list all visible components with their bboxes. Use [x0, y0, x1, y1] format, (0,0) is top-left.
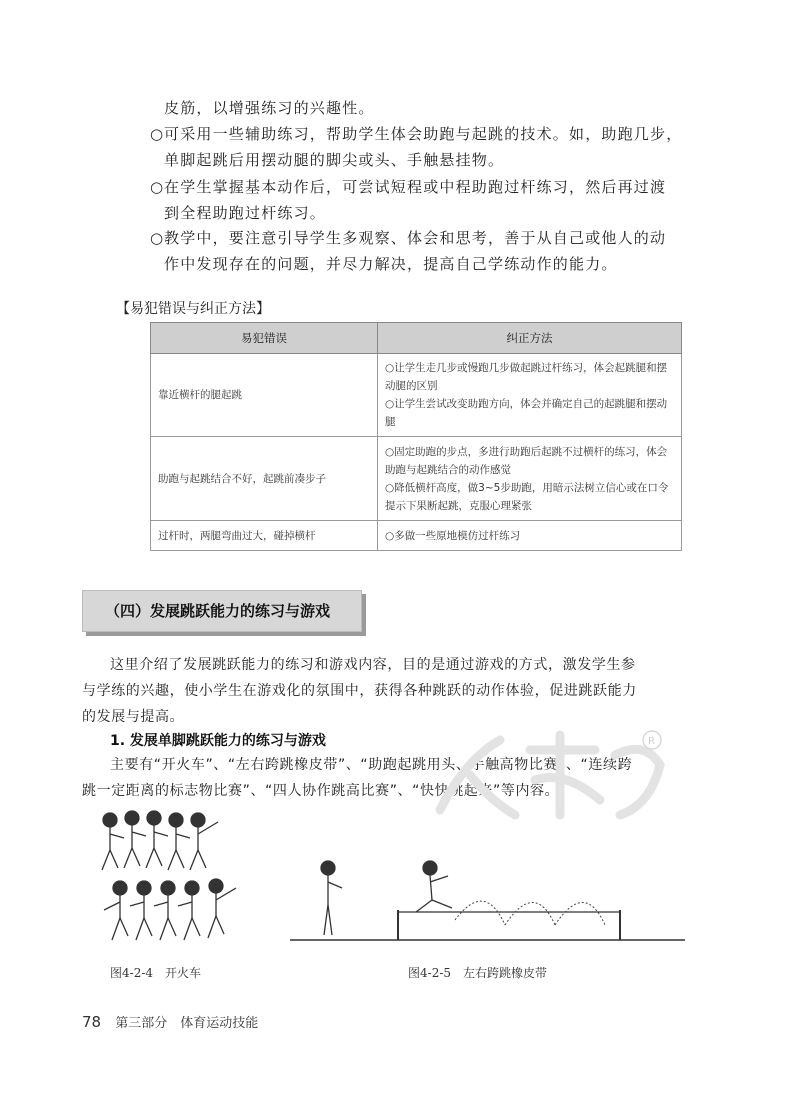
paragraph-line: 与学练的兴趣，使小学生在游戏化的氛围中，获得各种跳跃的动作体验，促进跳跃能力 — [82, 683, 637, 699]
figure-caption: 图4-2-5 左右跨跳橡皮带 — [408, 966, 548, 980]
fix-item: ○让学生走几步或慢跑几步做起跳过杆练习，体会起跳腿和摆动腿的区别 — [385, 362, 668, 392]
paragraph-line: 的发展与提高。 — [82, 709, 185, 725]
bullet-marker: ○ — [150, 229, 165, 247]
fix-cell — [378, 437, 682, 521]
bullet-text: 单脚起跳后用摆动腿的脚尖或头、手触悬挂物。 — [164, 151, 505, 169]
bullet-text: 教学中，要注意引导学生多观察、体会和思考，善于从自己或他人的动 — [164, 229, 667, 247]
figure-elastic-band-illustration — [290, 850, 690, 950]
bullet-text: 作中发现存在的问题，并尽力解决，提高自己学练动作的能力。 — [164, 255, 618, 273]
bullet-2 — [150, 177, 666, 223]
svg-text:R: R — [648, 736, 655, 747]
figure-train-illustration — [90, 808, 260, 958]
errors-section-title: 【易犯错误与纠正方法】 — [116, 301, 270, 317]
text: 皮筋，以增强练习的兴趣性。 — [164, 99, 375, 117]
subsection-title: 1. 发展单脚跳跃能力的练习与游戏 — [110, 733, 326, 749]
column-header: 纠正方法 — [378, 323, 682, 354]
part-title: 第三部分 体育运动技能 — [115, 1016, 259, 1031]
child-figure — [102, 813, 124, 870]
fix-item: ○降低横杆高度，做3~5步助跑，用暗示法树立信心或在口令提示下果断起跳，克服心理紧张 — [385, 481, 669, 512]
paragraph-line: 跳一定距离的标志物比赛”、“四人协作跳高比赛”、“快快跳起来”等内容。 — [82, 783, 560, 799]
section-heading-text: （四）发展跳跃能力的练习与游戏 — [105, 602, 331, 620]
paragraph-line: 主要有“开火车”、“左右跨跳橡皮带”、“助跑起跳用头、手触高物比赛”、“连续跨 — [110, 757, 633, 773]
error-cell: 过杆时，两腿弯曲过大，碰掉横杆 — [151, 521, 378, 551]
bullet-text: 可采用一些辅助练习，帮助学生体会助跑与起跳的技术。如，助跑几步， — [164, 125, 683, 143]
paragraph-line: 这里介绍了发展跳跃能力的练习和游戏内容，目的是通过游戏的方式，激发学生参 — [110, 657, 636, 673]
page-footer — [82, 1012, 258, 1031]
table-row — [151, 437, 682, 521]
errors-table — [150, 322, 682, 551]
bullet-text: 到全程助跑过杆练习。 — [164, 204, 327, 222]
column-header: 易犯错误 — [151, 323, 378, 354]
error-cell: 助跑与起跳结合不好，起跳前凑步子 — [151, 437, 378, 521]
table-row — [151, 521, 682, 551]
fix-item: ○固定助跑的步点，多进行助跑后起跳不过横杆的练习，体会助跑与起跳结合的动作感觉 — [385, 445, 668, 476]
fix-item: ○多做一些原地模仿过杆练习 — [385, 529, 521, 542]
fix-cell — [378, 521, 682, 551]
bullet-text: 在学生掌握基本动作后，可尝试短程或中程助跑过杆练习，然后再过渡 — [164, 178, 667, 196]
bullet-1 — [150, 124, 682, 170]
table-row — [151, 354, 682, 437]
fix-item: ○让学生尝试改变助跑方向，体会并确定自己的起跳腿和摆动腿 — [385, 398, 668, 428]
publisher-watermark — [420, 720, 680, 830]
intro-paragraph — [82, 652, 722, 730]
bullet-3 — [150, 228, 666, 274]
page-number: 78 — [82, 1013, 102, 1031]
error-cell: 靠近横杆的腿起跳 — [151, 354, 378, 437]
bullet-marker: ○ — [150, 125, 165, 143]
fix-cell — [378, 354, 682, 437]
section-heading — [82, 590, 362, 632]
bullet-marker: ○ — [150, 178, 165, 196]
continuation-line — [150, 98, 375, 118]
figure-caption: 图4-2-4 开火车 — [110, 966, 202, 980]
table-header-row — [151, 323, 682, 354]
